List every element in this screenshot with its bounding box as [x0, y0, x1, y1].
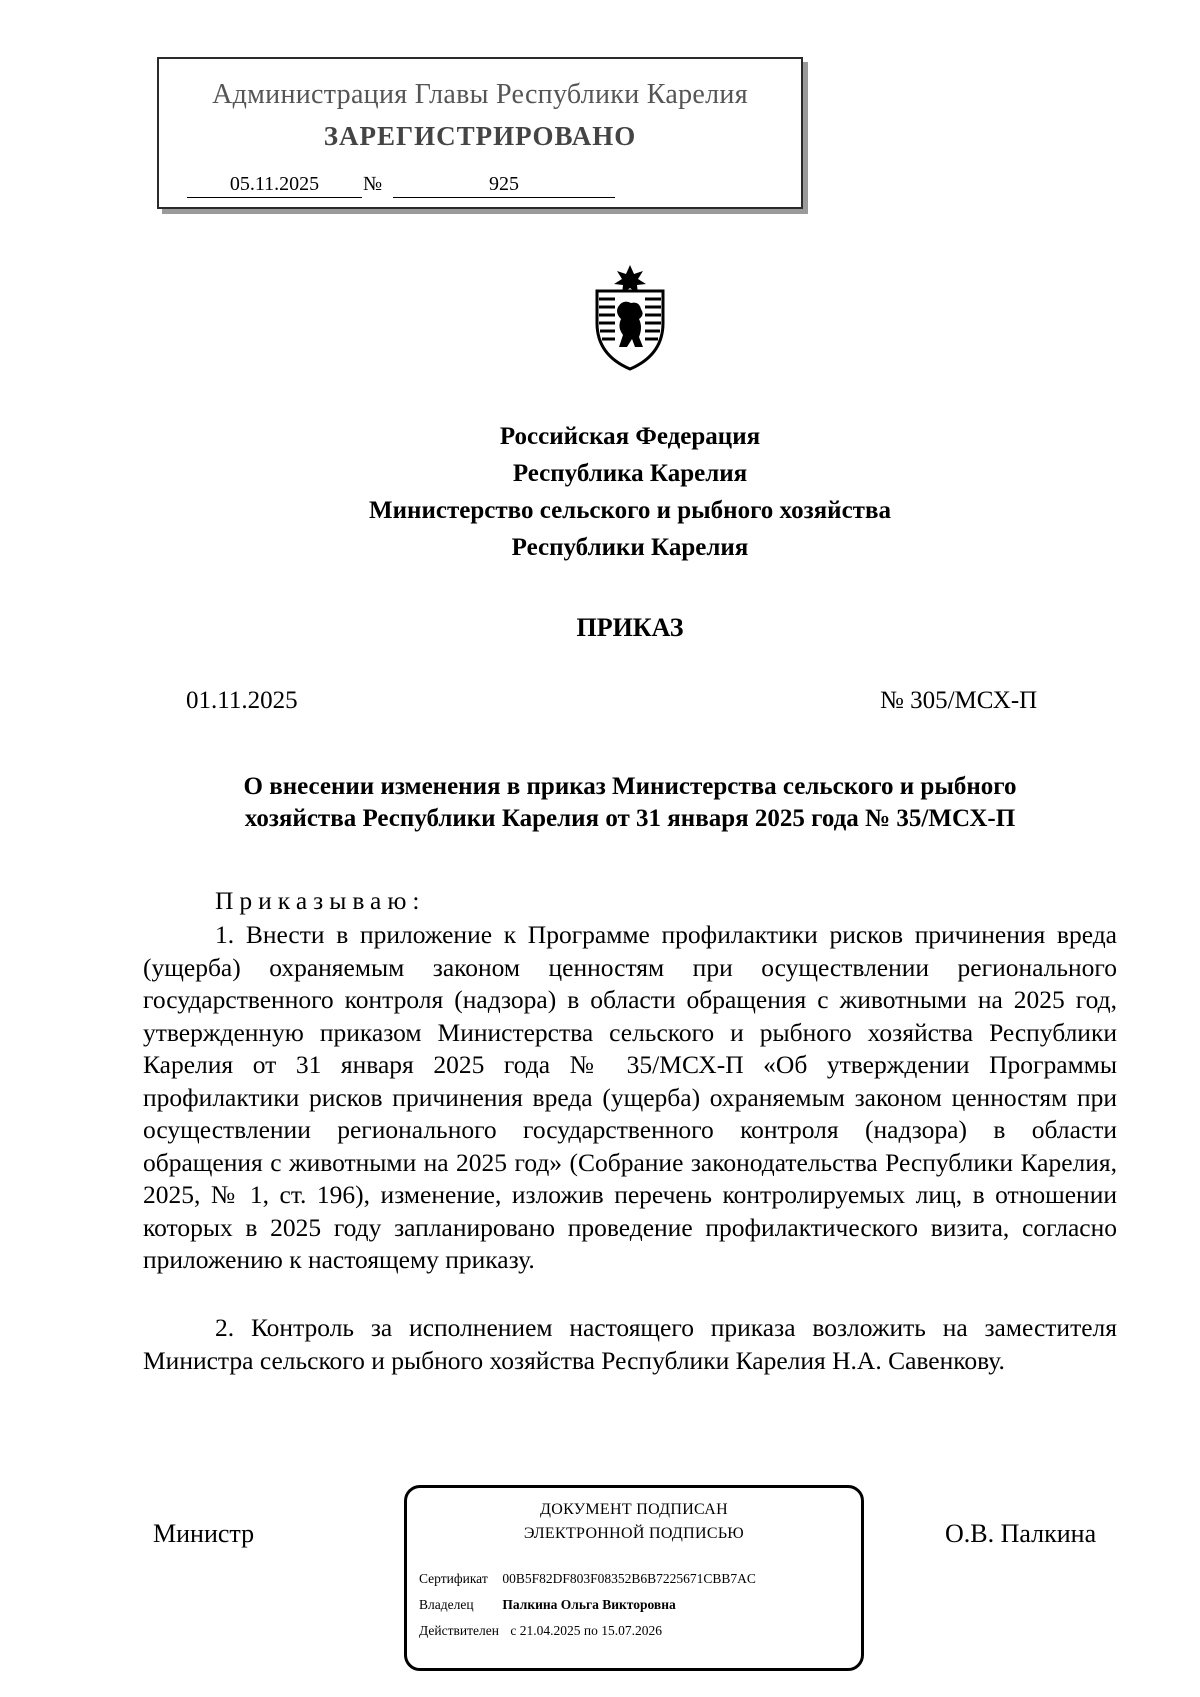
subject-line-1: О внесении изменения в приказ Министерства сельского и рыбного [243, 773, 1017, 800]
esign-owner-row [419, 1597, 676, 1613]
header-ministry: Министерство сельского и рыбного хозяйства [369, 497, 891, 524]
subject-line-2: хозяйства Республики Карелия от 31 января 2025 года № 35/МСХ-П [244, 805, 1016, 832]
paragraph-1-text: 1. Внести в приложение к Программе профилактики рисков причинения вреда (ущерба) охраняемым законом ценностям при осуществлении регионального государственного контроля (надзора) в области обращения с животными на 2025 год, утвержденную приказом Министерства сельского и рыбного хозяйства Республики Карелия от 31 января 2025 года № 35/МСХ-П «Об утверждении Программы профилактики рисков причинения вреда (ущерба) охраняемым законом ценностям при осуществлении регионального государственного контроля (надзора) в области обращения с животными на 2025 год» (Собрание законодательства Республики Карелия, 2025, № 1, ст. 196), изменение, изложив перечень контролируемых лиц, в отношении которых в 2025 году запланировано проведение профилактического визита, согласно приложению к настоящему приказу. [143, 920, 1117, 1274]
header-republic: Республика Карелия [512, 460, 748, 487]
esign-valid-to-label: по [583, 1623, 598, 1638]
esign-owner-label: Владелец [419, 1597, 474, 1612]
esign-certificate-label: Сертификат [419, 1571, 488, 1586]
esign-valid-from: 21.04.2025 [519, 1623, 581, 1638]
header-ministry-republic: Республики Карелия [511, 534, 749, 561]
registration-date: 05.11.2025 [187, 171, 362, 198]
order-subject [140, 771, 1120, 835]
esign-owner-value: Палкина Ольга Викторовна [502, 1597, 676, 1612]
esign-certificate-row [419, 1571, 756, 1587]
signer-name: О.В. Палкина [945, 1519, 1097, 1548]
paragraph-2-text: 2. Контроль за исполнением настоящего приказа возложить на заместителя Министра сельского и рыбного хозяйства Республики Карелия Н.А. Савенкову. [143, 1313, 1117, 1375]
command-word: Приказываю: [215, 886, 426, 915]
registration-stamp [157, 57, 803, 209]
electronic-signature-stamp [404, 1485, 864, 1671]
document-type: ПРИКАЗ [576, 613, 684, 642]
registration-number-label: № [363, 173, 383, 195]
esign-certificate-value: 00B5F82DF803F08352B6B7225671CBB7AC [502, 1571, 756, 1586]
esign-valid-label: Действителен [419, 1623, 499, 1638]
paragraph-2 [143, 1312, 1117, 1377]
registration-status: ЗАРЕГИСТРИРОВАНО [323, 121, 637, 151]
order-date: 01.11.2025 [186, 687, 298, 714]
esign-title-line-2: ЭЛЕКТРОННОЙ ПОДПИСЬЮ [523, 1525, 745, 1542]
signer-role: Министр [153, 1519, 255, 1548]
issuer-header [0, 418, 1200, 566]
esign-validity-row [419, 1623, 662, 1639]
esign-valid-from-label: с [510, 1623, 517, 1638]
esign-valid-to: 15.07.2026 [601, 1623, 662, 1638]
esign-title-line-1: ДОКУМЕНТ ПОДПИСАН [540, 1501, 728, 1518]
karelia-coat-of-arms-icon [585, 263, 675, 373]
registration-number: 925 [393, 171, 615, 198]
registration-administration: Администрация Главы Республики Карелия [212, 79, 748, 110]
paragraph-1 [143, 919, 1117, 1277]
header-country: Российская Федерация [499, 423, 761, 450]
order-number: № 305/МСХ-П [880, 687, 1038, 714]
